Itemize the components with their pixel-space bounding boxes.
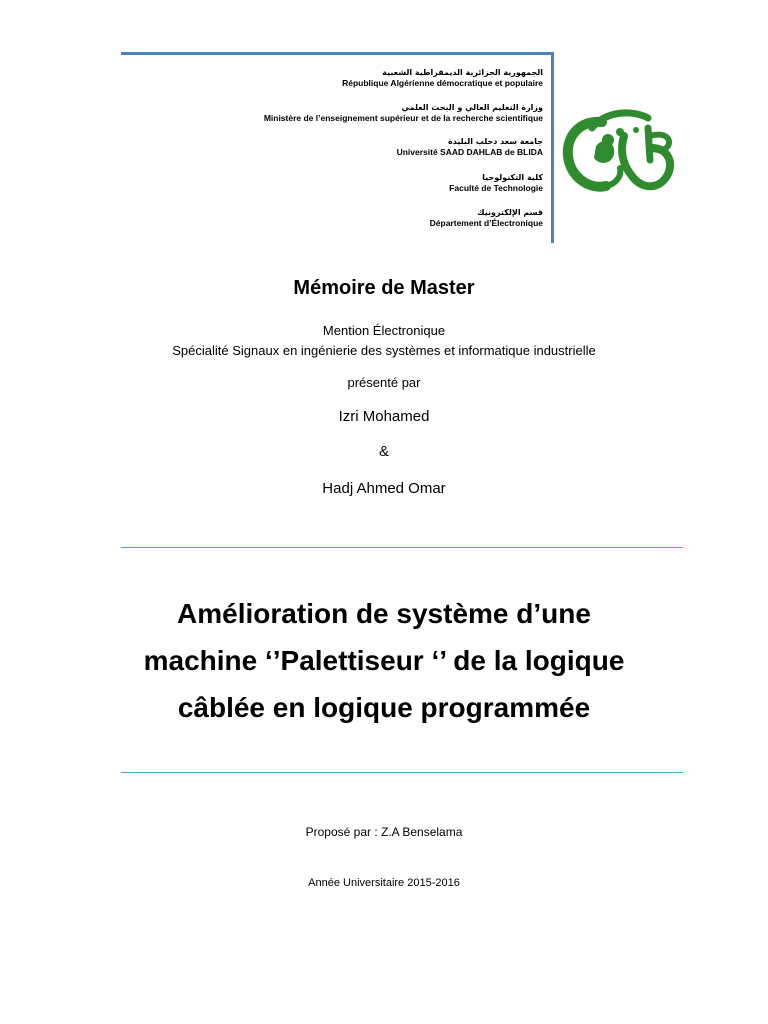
header-faculty [449, 172, 543, 194]
supervisor-text: Proposé par : Z.A Benselama [305, 825, 463, 839]
header-republic-fr: République Algérienne démocratique et populaire [342, 78, 543, 88]
presente-par: présenté par [347, 375, 421, 390]
header-ministry-fr: Ministère de l’enseignement supérieur et de la recherche scientifique [263, 113, 543, 123]
university-blida-logo-icon [562, 106, 676, 198]
specialite-text: Spécialité Signaux en ingénierie des systèmes et informatique industrielle [172, 343, 596, 358]
academic-year: Année Universitaire 2015-2016 [308, 877, 460, 889]
divider-top [121, 547, 683, 548]
header-university [397, 136, 543, 158]
header-department-ar: قسم الإلكترونيك [477, 208, 543, 217]
thesis-title-line-3: câblée en logique programmée [177, 692, 591, 723]
header-faculty-ar: كلية التكنولوجيا [482, 173, 543, 182]
header-ministry-ar: وزارة التعليم العالي و البحث العلمي [401, 103, 543, 112]
author-2: Hadj Ahmed Omar [322, 480, 446, 497]
memoire-heading: Mémoire de Master [293, 277, 475, 299]
header-university-ar: جامعة سعد دحلب البليدة [448, 137, 543, 146]
divider-bottom [121, 772, 683, 773]
header-republic [342, 67, 543, 89]
header-department-fr: Département d’Électronique [429, 218, 543, 228]
header-ministry [264, 102, 543, 124]
header-department [430, 207, 543, 229]
mention-block [0, 321, 768, 361]
mention-text: Mention Électronique [322, 323, 446, 338]
header-republic-ar: الجمهورية الجزائرية الديمقراطية الشعبية [382, 68, 543, 77]
thesis-title-line-1: Amélioration de système d’une [177, 598, 591, 629]
header-university-fr: Université SAAD DAHLAB de BLIDA [396, 147, 543, 157]
author-ampersand: & [378, 443, 389, 460]
thesis-title [0, 590, 768, 731]
header-faculty-fr: Faculté de Technologie [449, 183, 543, 193]
author-1: Izri Mohamed [338, 408, 430, 425]
institution-header [121, 52, 554, 243]
thesis-title-line-2: machine ‘’Palettiseur ‘’ de la logique [143, 645, 625, 676]
